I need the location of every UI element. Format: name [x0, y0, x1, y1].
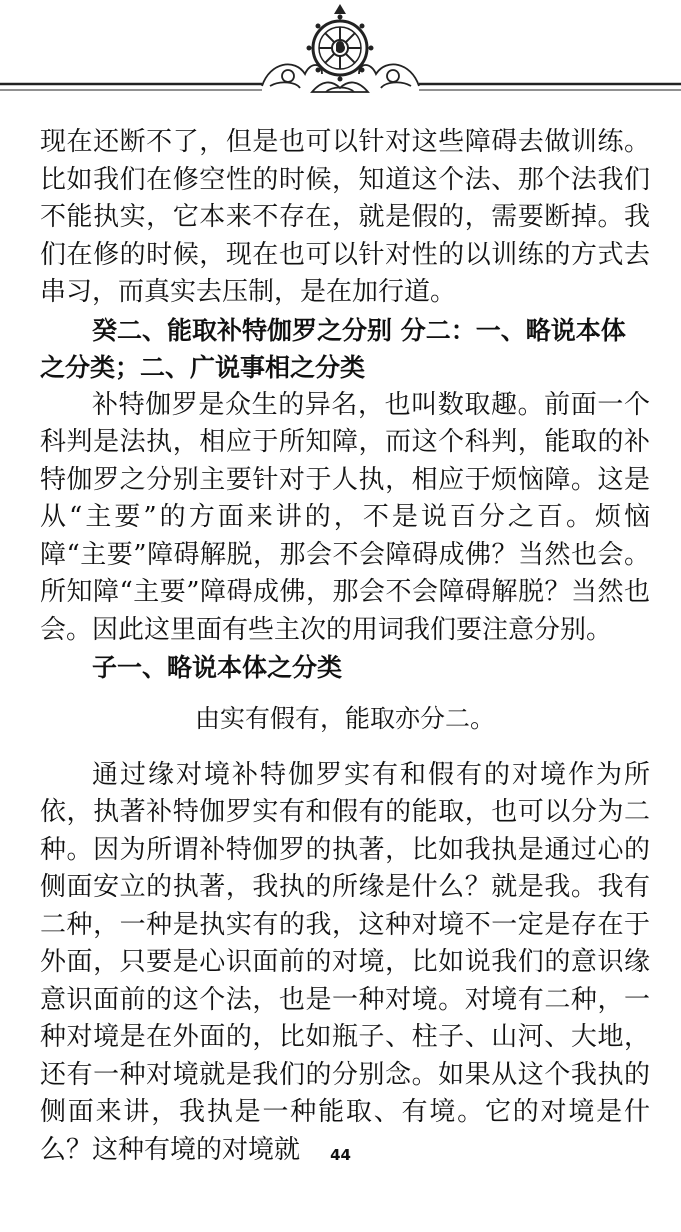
cloud-scroll-left-icon	[262, 64, 322, 88]
paragraph: 通过缘对境补特伽罗实有和假有的对境作为所依，执著补特伽罗实有和假有的能取，也可以分为二种。因为所谓补特伽罗的执著，比如我执是通过心的侧面安立的执著，我执的所缘是什么？就是我。我有二种，一种是执实有的我，这种对境不一定是存在于外面，只要是心识面前的对境，比如说我们的意识缘意识面前的这个法，也是一种对境。对境有二种，一种对境是在外面的，比如瓶子、柱子、山河、大地，还有一种对境就是我们的分别念。如果从这个我执的侧面来讲，我执是一种能取、有境。它的对境是什么？这种有境的对境就	[40, 759, 650, 1165]
root-verse: 由实有假有，能取亦分二。	[194, 703, 495, 733]
section-heading: 癸二、能取补特伽罗之分别 分二：一、略说本体之分类；二、广说事相之分类	[40, 315, 626, 382]
subsection-heading: 子一、略说本体之分类	[92, 653, 343, 682]
page-number: 44	[330, 1146, 351, 1164]
header-rule-left	[0, 84, 262, 90]
dharma-wheel-icon	[307, 4, 374, 82]
paragraph: 现在还断不了，但是也可以针对这些障碍去做训练。比如我们在修空性的时候，知道这个法、那个法我们不能执实，它本来不存在，就是假的，需要断掉。我们在修的时候，现在也可以针对性的以训练的方式去串习，而真实去压制，是在加行道。	[40, 127, 650, 307]
header-ornament	[0, 0, 681, 110]
paragraph: 补特伽罗是众生的异名，也叫数取趣。前面一个科判是法执，相应于所知障，而这个科判，能取的补特伽罗之分别主要针对于人执，相应于烦恼障。这是从“主要”的方面来讲的，不是说百分之百。烦恼障“主要”障碍解脱，那会不会障碍成佛？当然也会。所知障“主要”障碍成佛，那会不会障碍解脱？当然也会。因此这里面有些主次的用词我们要注意分别。	[40, 389, 650, 645]
header-rule-right	[419, 84, 681, 90]
page-body	[40, 124, 650, 1169]
cloud-scroll-right-icon	[359, 64, 419, 88]
lotus-base-icon	[312, 82, 368, 92]
page-header	[0, 0, 681, 110]
